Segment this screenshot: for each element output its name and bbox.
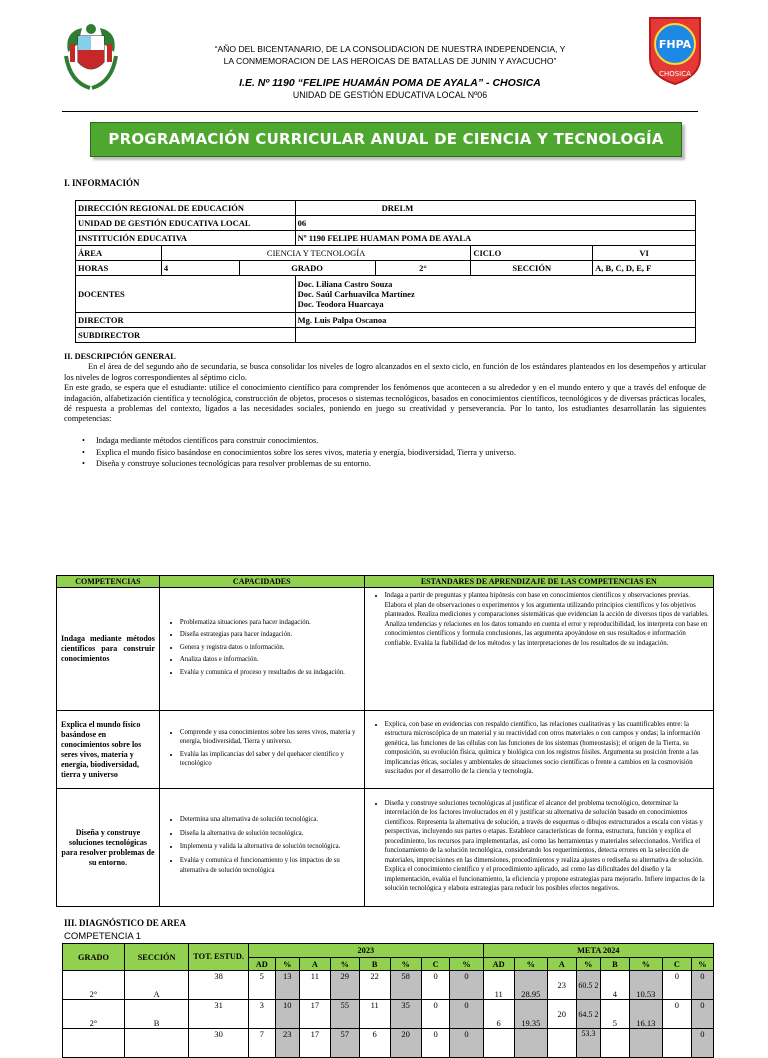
value-cell: 4 [600,971,629,1000]
value-cell: 53.3 [576,1029,600,1058]
grado-value: 2° [375,261,471,276]
table-row [57,789,714,907]
director-value: Mg. Luis Palpa Oscanoa [295,313,695,328]
capacities-cell [159,588,364,711]
value-cell: 60.5 2 [576,971,600,1000]
value-cell [514,1029,547,1058]
column-header: C [421,958,450,971]
diagnostic-table [62,943,714,1058]
value-cell: 22 [359,971,390,1000]
docente-name: Doc. Liliana Castro Souza [297,279,393,289]
column-header: % [450,958,483,971]
value-cell: 20 [547,1000,576,1029]
seccion-label: SECCIÓN [471,261,593,276]
competency-name: Explica el mundo físico basándose en conocimientos sobre los seres vivos, materia y energía, biodiversidad, tierra y universo [57,711,160,789]
table-header-row [57,576,714,588]
value-cell [483,1029,514,1058]
column-header: A [299,958,330,971]
grado-cell: 2° [63,971,125,1000]
value-cell: 17 [299,1029,330,1058]
column-header: A [547,958,576,971]
list-item: • Diseña y construye soluciones tecnológicas para resolver problemas de su entorno. [82,458,702,470]
ciclo-value: VI [593,246,696,261]
ciclo-label: CICLO [471,246,593,261]
header-divider [62,111,698,112]
value-cell: 11 [483,971,514,1000]
table-row [76,276,696,313]
total-cell: 30 [189,1029,249,1058]
table-row [76,231,696,246]
crest-city: CHOSICA [659,70,691,78]
value-cell: 7 [248,1029,275,1058]
value-cell: 6 [483,1000,514,1029]
column-header: % [576,958,600,971]
value-cell: 29 [330,971,359,1000]
value-cell: 0 [450,1000,483,1029]
column-header: META 2024 [483,944,713,958]
column-header: % [330,958,359,971]
seccion-value: A, B, C, D, E, F [593,261,696,276]
section-description-title: II. DESCRIPCIÓN GENERAL [64,352,176,361]
table-row [76,246,696,261]
capacities-cell [159,711,364,789]
value-cell [629,1029,662,1058]
dre-label: DIRECCIÓN REGIONAL DE EDUCACIÓN [76,201,296,216]
table-row [57,711,714,789]
description-paragraph: En el área de del segundo año de secundaria, se busca consolidar los niveles de logro alcanzados en el sexto ciclo, en función de los estándares planteados en los desempeños y articular los niveles de logros correspondientes al séptimo ciclo. [64,362,706,382]
column-header: TOT. ESTUD. [189,944,249,971]
list-item: • Diseña estrategias para hacer indagación. [180,630,360,640]
table-row [57,588,714,711]
value-cell: 0 [421,971,450,1000]
ugel-label: UNIDAD DE GESTIÓN EDUCATIVA LOCAL [76,216,296,231]
description-paragraph: En este grado, se espera que el estudiante: utilice el conocimiento científico para comprender los fenómenos que acontecen a su alrededor y en el mundo entero y que a través del enfoque de indagación, alfabetización científica y tecnológica, construcción de objetos, procesos o sistemas tecnológicos, basados en conocimientos científicos, tecnológicos y de diversas prácticas locales, dé respuesta a problemas del contexto, ligados a las necesidades sociales, poniendo en juego su creatividad y perseverancia. Por lo tanto, los estudiantes desarrollarán las siguientes competencias: [64,383,706,424]
value-cell: 57 [330,1029,359,1058]
subdirector-value [295,328,695,343]
column-header: COMPETENCIAS [57,576,160,588]
table-row [76,328,696,343]
column-header: % [629,958,662,971]
table-row [76,216,696,231]
list-item: • Diseña y construye soluciones tecnológicas al justificar el alcance del problema tecnológico, determinar la interrelación de los factores involucrados en él y justificar su alternativa de solución basado en conocimientos científicos. Representa la alternativa de solución, a través de esquemas o dibujos estructurados a escala con vistas y perspectivas, incluyendo sus partes o etapas. Establece características de forma, estructura, función y explica el procedimiento, los recursos para implementarlas, así como las herramientas y materiales seleccionados. Verifica el funcionamiento de la solución tecnológica, considerando los requerimientos, detecta errores en la selección de materiales, imprecisiones en las dimensiones, procedimientos y realiza ajustes o rediseña su alternativa de solución. Explica el conocimiento científico y el procedimiento aplicado, así como las dificultades del diseño y la implementación, evalúa el funcionamiento, la eficiencia y propone estrategias para mejorarlo. Infiere impactos de la solución tecnológica y elabora estrategias para reducir los posibles efectos negativos. [385,799,709,894]
column-header: % [390,958,421,971]
dre-value: DRELM [295,201,695,216]
value-cell: 10.53 [629,971,662,1000]
value-cell: 23 [275,1029,299,1058]
year-motto-line1: “AÑO DEL BICENTANARIO, DE LA CONSOLIDACION DE NUESTRA INDEPENDENCIA, Y [214,44,566,54]
director-label: DIRECTOR [76,313,296,328]
seccion-cell [125,1029,189,1058]
grado-label: GRADO [239,261,375,276]
value-cell: 5 [248,971,275,1000]
column-header: CAPACIDADES [159,576,364,588]
column-header: 2023 [248,944,483,958]
value-cell: 17 [299,1000,330,1029]
table-row [63,1000,714,1029]
value-cell: 3 [248,1000,275,1029]
value-cell: 10 [275,1000,299,1029]
column-header: % [514,958,547,971]
value-cell: 0 [421,1000,450,1029]
list-item: • Implementa y valida la alternativa de solución tecnológica. [180,842,360,853]
horas-value: 4 [161,261,239,276]
value-cell: 16.13 [629,1000,662,1029]
list-item: • Evalúa las implicancias del saber y del quehacer científico y tecnológico [180,750,360,769]
school-crest-icon [646,14,704,86]
table-header-row [63,944,714,958]
value-cell: 19.35 [514,1000,547,1029]
school-name: I.E. Nº 1190 “FELIPE HUAMÁN POMA DE AYALA” - CHOSICA [239,77,541,89]
year-motto-line2: LA CONMEMORACION DE LAS HEROICAS DE BATALLAS DE JUNIN Y AYACUCHO” [223,56,557,66]
value-cell: 55 [330,1000,359,1029]
list-item: • Determina una alternativa de solución tecnológica. [180,815,360,826]
value-cell: 0 [662,971,691,1000]
table-row [63,971,714,1000]
value-cell: 5 [600,1000,629,1029]
value-cell: 64.5 2 [576,1000,600,1029]
list-item: • Evalúa y comunica el funcionamiento y los impactos de su alternativa de solución tecnológica [180,856,360,877]
area-value: CIENCIA Y TECNOLOGÍA [161,246,470,261]
value-cell: 28.95 [514,971,547,1000]
capacities-cell [159,789,364,907]
value-cell: 0 [421,1029,450,1058]
year-motto [160,43,620,67]
value-cell [547,1029,576,1058]
table-row [76,313,696,328]
total-cell: 38 [189,971,249,1000]
list-item: • Explica el mundo físico basándose en conocimientos sobre los seres vivos, materia y energía, biodiversidad, Tierra y universo. [82,447,702,459]
value-cell: 0 [450,971,483,1000]
horas-label: HORAS [76,261,162,276]
list-item: • Analiza datos e información. [180,655,360,665]
value-cell: 0 [450,1029,483,1058]
column-header: % [691,958,713,971]
value-cell: 6 [359,1029,390,1058]
value-cell: 11 [299,971,330,1000]
table-row [76,261,696,276]
table-row [76,201,696,216]
column-header: GRADO [63,944,125,971]
list-item: • Diseña la alternativa de solución tecnológica. [180,829,360,840]
peru-coat-of-arms-icon [62,22,120,92]
standard-cell [364,711,713,789]
competency-bullet-list [82,435,702,470]
list-item: • Indaga a partir de preguntas y plantea hipótesis con base en conocimientos científicos y observaciones previas. Elabora el plan de observaciones o experimentos y los argumenta utilizando principios científicos y los objetivos planteados. Realiza mediciones y comparaciones sistemáticas que evidencian la acción de diversos tipos de variables. Analiza tendencias y relaciones en los datos tomando en cuenta el error y reproducibilidad, los interpreta con base en conocimientos científicos y formula conclusiones, las argumenta apoyándose en sus resultados e información confiable. Evalúa la fiabilidad de los métodos y las interpretaciones de los resultados de su indagación. [385,591,709,648]
ie-label: INSTITUCIÓN EDUCATIVA [76,231,296,246]
value-cell: 0 [662,1000,691,1029]
ugel-name: UNIDAD DE GESTIÓN EDUCATIVA LOCAL Nº06 [292,90,488,100]
list-item: • Evalúa y comunica el proceso y resultados de su indagación. [180,668,360,678]
list-item: • Genera y registra datos o información. [180,643,360,653]
section-info-title: I. INFORMACIÓN [64,178,140,188]
subdirector-label: SUBDIRECTOR [76,328,296,343]
area-label: ÁREA [76,246,162,261]
value-cell: 11 [359,1000,390,1029]
column-header: ESTANDARES DE APRENDIZAJE DE LAS COMPETENCIAS EN [364,576,713,588]
value-cell: 23 [547,971,576,1000]
list-item: • Indaga mediante métodos científicos para construir conocimientos. [82,435,702,447]
column-header: AD [483,958,514,971]
competency-name: Indaga mediante métodos científicos para construir conocimientos [57,588,160,711]
column-header: AD [248,958,275,971]
docentes-label: DOCENTES [76,276,296,313]
general-description [64,352,706,425]
standard-cell [364,789,713,907]
column-header: % [275,958,299,971]
page-title-banner: PROGRAMACIÓN CURRICULAR ANUAL DE CIENCIA Y TECNOLOGÍA [90,122,682,157]
standard-cell [364,588,713,711]
column-header: C [662,958,691,971]
crest-letters: FHPA [658,38,692,51]
grado-cell: 2° [63,1000,125,1029]
value-cell: 58 [390,971,421,1000]
value-cell: 0 [691,1000,713,1029]
column-header: SECCIÓN [125,944,189,971]
competency-subtitle: COMPETENCIA 1 [64,931,142,942]
value-cell: 0 [691,971,713,1000]
table-row [63,1029,714,1058]
ugel-value: 06 [295,216,695,231]
docentes-list [295,276,695,313]
ie-value: Nº 1190 FELIPE HUAMAN POMA DE AYALA [295,231,695,246]
list-item: • Problematiza situaciones para hacer indagación. [180,618,360,628]
competency-name: Diseña y construye soluciones tecnológicas para resolver problemas de su entorno. [57,789,160,907]
value-cell: 20 [390,1029,421,1058]
info-table [75,200,696,343]
value-cell: 0 [691,1029,713,1058]
value-cell: 35 [390,1000,421,1029]
seccion-cell: B [125,1000,189,1029]
value-cell: 13 [275,971,299,1000]
list-item: • Explica, con base en evidencias con respaldo científico, las relaciones cualitativas y las cuantificables entre: la estructura microscópica de un material y su reactividad con otros materiales o con campos y ondas; la información genética, las funciones de las células con las funciones de los sistemas (homeostasis); el origen de la Tierra, su composición, su evolución física, química y biológica con los registros fósiles. Argumenta su posición frente a las implicancias éticas, sociales y ambientales de situaciones socio científicas o frente a cambios en la cosmovisión suscitados por el desarrollo de la ciencia y tecnología. [385,720,709,777]
docente-name: Doc. Saúl Carhuavilca Martínez [297,289,415,299]
docente-name: Doc. Teodora Huarcaya [297,299,384,309]
value-cell [600,1029,629,1058]
list-item: • Comprende y usa conocimientos sobre los seres vivos, materia y energía, biodiversidad, Tierra y universo. [180,728,360,747]
total-cell: 31 [189,1000,249,1029]
value-cell [662,1029,691,1058]
section-diagnostic-title: III. DIAGNÓSTICO DE AREA [64,918,187,928]
column-header: B [600,958,629,971]
competencies-table [56,575,714,907]
column-header: B [359,958,390,971]
seccion-cell: A [125,971,189,1000]
grado-cell [63,1029,125,1058]
